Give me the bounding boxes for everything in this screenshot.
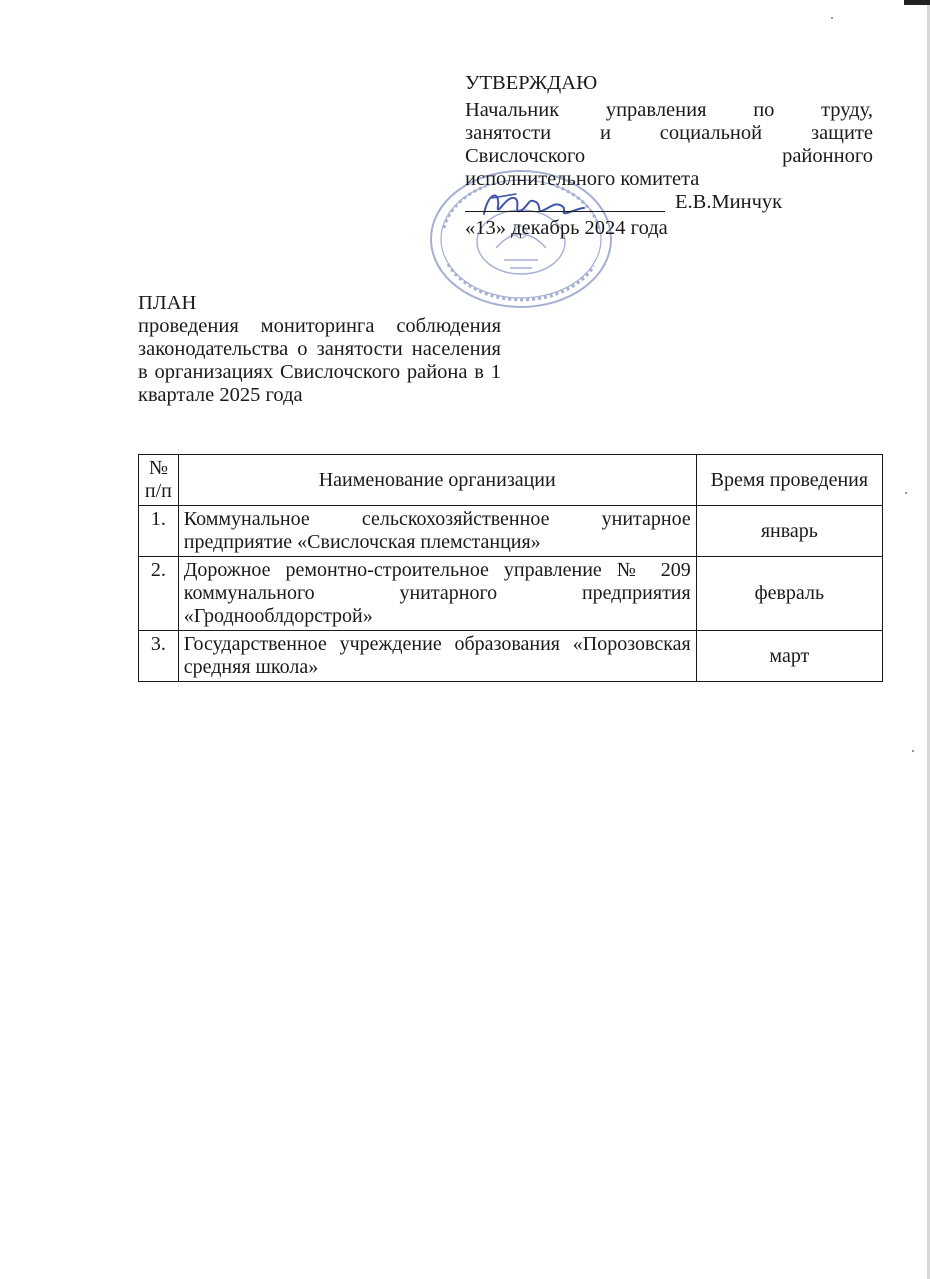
schedule-month: март (696, 631, 882, 682)
organization-name: Государственное учреждение образования «Порозовская средняя школа» (178, 631, 696, 682)
organization-name: Коммунальное сельскохозяйственное унитарное предприятие «Свислочская племстанция» (178, 506, 696, 557)
scan-corner-mark (904, 0, 930, 5)
approver-position-line: исполнительного комитета (465, 168, 700, 190)
organization-name: Дорожное ремонтно-строительное управление № 209 коммунального унитарного предприятия «Гроднооблдорстрой» (178, 557, 696, 631)
approver-position-line: Свислочского районного (465, 145, 873, 167)
approval-date: «13» декабрь 2024 года (465, 217, 668, 239)
approver-position (465, 99, 873, 191)
table-row (139, 557, 883, 631)
plan-table (138, 454, 883, 682)
column-header-num: № п/п (139, 455, 179, 506)
approver-position-line: занятости и социальной защите (465, 122, 873, 144)
schedule-month: январь (696, 506, 882, 557)
scan-dust (912, 750, 914, 752)
column-header-time: Время проведения (696, 455, 882, 506)
table-row (139, 506, 883, 557)
scan-dust (905, 492, 907, 494)
scan-dust (831, 17, 833, 19)
plan-title-block (138, 292, 501, 407)
approval-block (465, 72, 873, 240)
schedule-month: февраль (696, 557, 882, 631)
plan-subtitle: проведения мониторинга соблюдения законодательства о занятости населения в организациях Свислочского района в 1 квартале 2025 года (138, 315, 501, 406)
row-number: 3. (139, 631, 179, 682)
table-row (139, 631, 883, 682)
signature-line (465, 211, 665, 212)
row-number: 1. (139, 506, 179, 557)
table-header-row (139, 455, 883, 506)
approver-position-line: Начальник управления по труду, (465, 99, 873, 121)
approval-heading: УТВЕРЖДАЮ (465, 72, 598, 94)
row-number: 2. (139, 557, 179, 631)
signature-row (465, 191, 873, 217)
column-header-org: Наименование организации (178, 455, 696, 506)
plan-heading: ПЛАН (138, 292, 197, 314)
signatory-name: Е.В.Минчук (675, 191, 783, 213)
